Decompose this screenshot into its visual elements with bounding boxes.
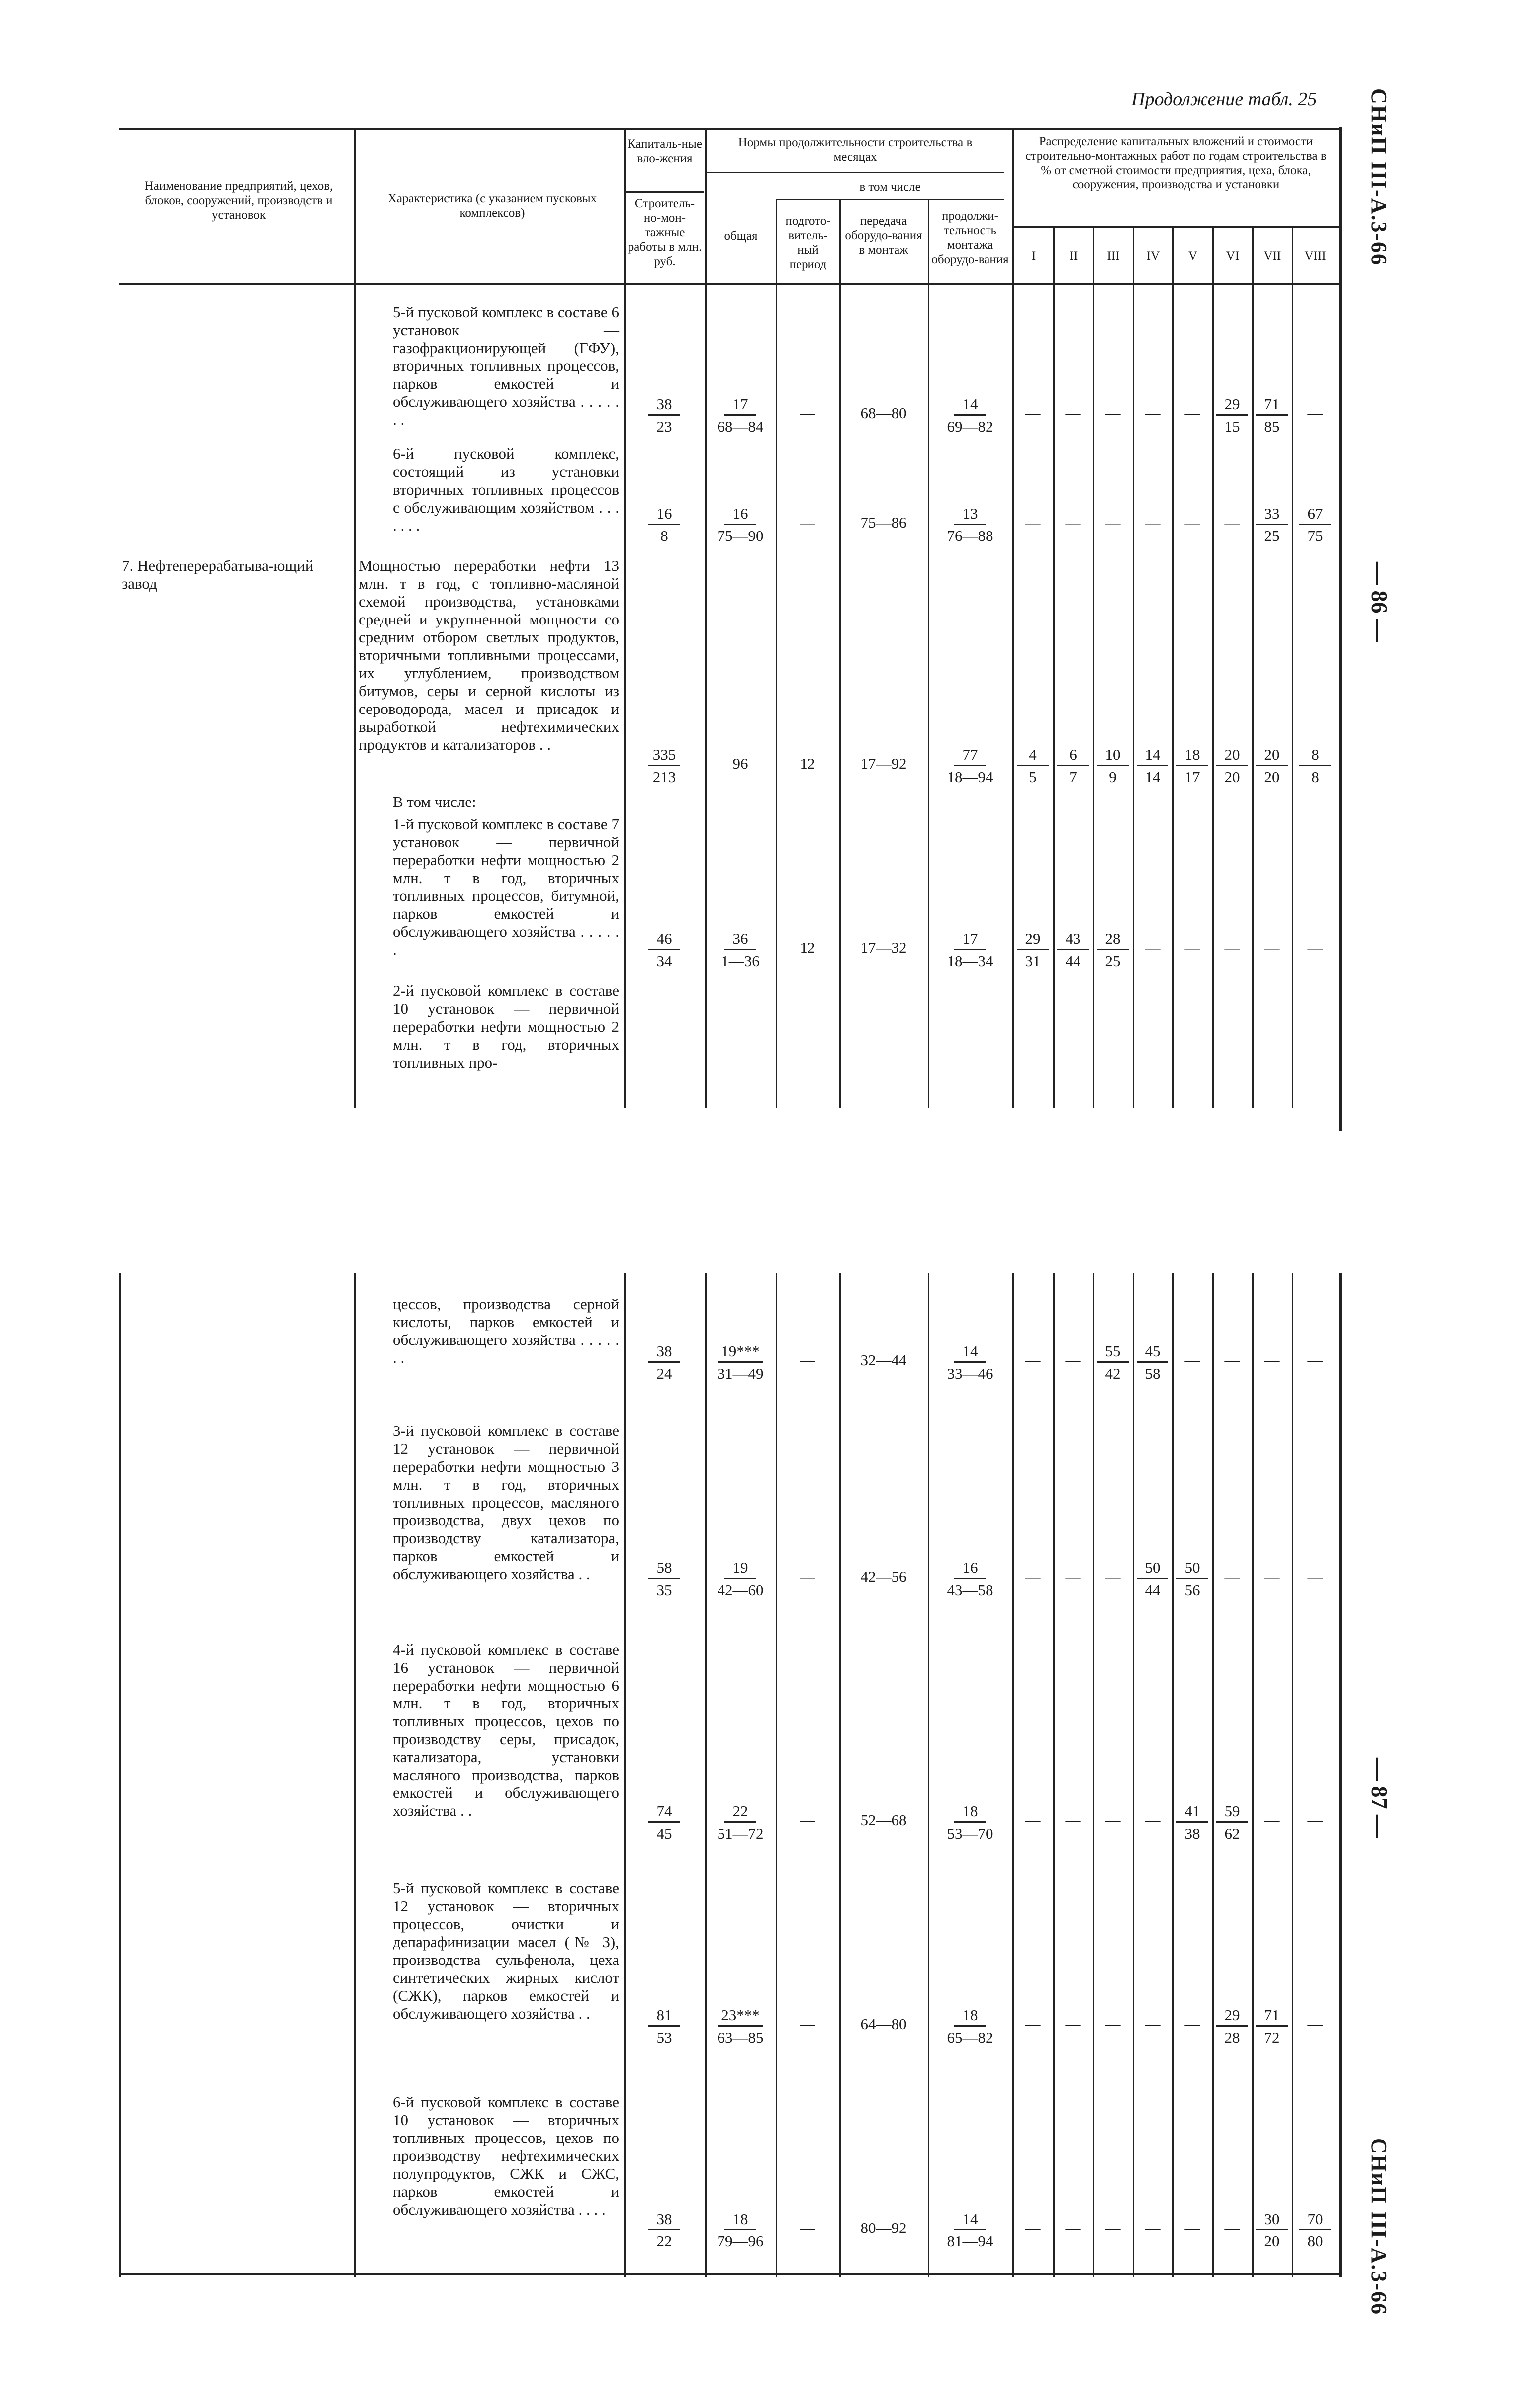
yr-rule-3 bbox=[1133, 226, 1134, 1108]
rows_top-2-year-5-numerator: 18 bbox=[1176, 746, 1208, 766]
year-col-III: III bbox=[1107, 249, 1120, 263]
rows_top-0-year-6-numerator: 29 bbox=[1216, 395, 1248, 416]
rows_top-2-year-8-numerator: 8 bbox=[1299, 746, 1331, 766]
rows_top-2-install-denominator: 18—94 bbox=[947, 768, 993, 786]
rows_top-0-capital bbox=[639, 395, 689, 436]
rows_bottom-1-total-numerator: 19 bbox=[724, 1559, 756, 1579]
bottom-yr-rule-4 bbox=[1172, 1273, 1174, 2277]
row-top-3-text: 1-й пусковой комплекс в составе 7 установок — первичной переработки нефти мощностью 2 млн. т в год, вторичных топливных процессов, битумной, парков емкостей и обслуживающего хозяйства . . . . . . bbox=[393, 815, 619, 958]
rows_bottom-4-year-1: — bbox=[1025, 2219, 1041, 2236]
yr-rule-1 bbox=[1053, 226, 1055, 1108]
header-transfer: передача оборудо-вания в монтаж bbox=[845, 214, 922, 257]
rows_bottom-4-prep: — bbox=[800, 2219, 815, 2236]
year-col-II: II bbox=[1069, 249, 1078, 263]
bottom-table-rule bbox=[119, 2273, 1339, 2275]
rows_top-0-year-1: — bbox=[1025, 404, 1041, 422]
rows_top-0-year-3: — bbox=[1105, 404, 1121, 422]
rows_bottom-4-total bbox=[716, 2210, 765, 2250]
col-rule-3 bbox=[705, 128, 707, 1108]
rows_bottom-3-year-8: — bbox=[1307, 2015, 1323, 2033]
rows_top-3-total bbox=[716, 930, 765, 970]
rows_top-2-install-numerator: 77 bbox=[954, 746, 986, 766]
rows_bottom-0-transfer: 32—44 bbox=[860, 1351, 907, 1369]
rows_top-3-install bbox=[945, 930, 995, 970]
side-code-top: СНиП III-A.3-66 bbox=[1367, 89, 1391, 266]
rows_bottom-0-total-denominator: 31—49 bbox=[717, 1365, 764, 1382]
rows_bottom-4-year-2: — bbox=[1065, 2219, 1081, 2236]
rows_bottom-2-install-denominator: 53—70 bbox=[947, 1825, 993, 1842]
rows_top-0-year-4: — bbox=[1145, 404, 1161, 422]
rows_bottom-2-year-7: — bbox=[1264, 1811, 1280, 1829]
rows_bottom-2-total-denominator: 51—72 bbox=[717, 1825, 764, 1842]
rows_top-3-capital-denominator: 34 bbox=[656, 952, 672, 970]
rows_bottom-3-year-6-denominator: 28 bbox=[1224, 2029, 1240, 2046]
rows_top-0-year-5: — bbox=[1184, 404, 1200, 422]
rows_bottom-1-install bbox=[945, 1559, 995, 1599]
continuation-title: Продолжение табл. 25 bbox=[1131, 89, 1317, 110]
rows_top-0-total-numerator: 17 bbox=[724, 395, 756, 416]
rows_bottom-1-year-8: — bbox=[1307, 1568, 1323, 1585]
row-bottom-0-text: цессов, производства серной кислоты, парков емкостей и обслуживающего хозяйства . . . . . . . bbox=[393, 1295, 619, 1366]
bottom-yr-rule-6 bbox=[1252, 1273, 1254, 2277]
yr-rule-5 bbox=[1212, 226, 1214, 1108]
rows_bottom-4-year-6: — bbox=[1224, 2219, 1240, 2236]
rows_bottom-4-total-denominator: 79—96 bbox=[717, 2232, 764, 2250]
table-top-rule bbox=[119, 128, 1339, 130]
rows_top-1-total bbox=[716, 505, 765, 545]
header-install: продолжи-тельность монтажа оборудо-вания bbox=[931, 209, 1009, 266]
row-bottom-2-text: 4-й пусковой комплекс в составе 16 установок — первичной переработки нефти мощностью 6 млн. т в год, вторичных топливных процессов, цехов по производству серы, присадок, катализатора, установки масляного производства, парков емкостей и обслуживающего хозяйства . . bbox=[393, 1641, 619, 1819]
rows_top-0-prep: — bbox=[800, 404, 815, 422]
rows_bottom-3-year-5: — bbox=[1184, 2015, 1200, 2033]
bottom-col-rule-1 bbox=[354, 1273, 356, 2277]
rows_top-0-year-8: — bbox=[1307, 404, 1323, 422]
rows_top-3-year-7: — bbox=[1264, 939, 1280, 956]
rows_bottom-2-prep: — bbox=[800, 1811, 815, 1829]
rows_bottom-0-install-numerator: 14 bbox=[954, 1342, 986, 1363]
capital-subrule bbox=[624, 191, 704, 193]
rows_top-1-total-denominator: 75—90 bbox=[717, 527, 764, 544]
row-top-2-text: Мощностью переработки нефти 13 млн. т в год, с топливно-масляной схемой производства, установками средней и укрупненной мощности со средним отбором светлых продуктов, вторичными топливными процессами, их углублением, производством битумов, серы и серной кислоты из сероводорода, масел и присадок и выработкой нефтехимических продуктов и катализаторов . . bbox=[359, 557, 619, 753]
rows_top-0-year-6-denominator: 15 bbox=[1224, 418, 1240, 435]
rows_bottom-2-year-4: — bbox=[1145, 1811, 1161, 1829]
rows_top-0-total-denominator: 68—84 bbox=[717, 418, 764, 435]
rows_bottom-0-year-3-denominator: 42 bbox=[1105, 1365, 1121, 1382]
header-capital: Капиталь-ные вло-жения bbox=[628, 137, 702, 165]
side-code-bottom: СНиП III-A.3-66 bbox=[1367, 2138, 1391, 2316]
bottom-col-rule-5 bbox=[839, 1273, 841, 2277]
rows_bottom-1-transfer: 42—56 bbox=[860, 1568, 907, 1585]
rows_top-3-year-2-denominator: 44 bbox=[1065, 952, 1081, 970]
rows_bottom-4-year-7 bbox=[1247, 2210, 1297, 2250]
rows_top-0-install bbox=[945, 395, 995, 436]
row-bottom-1-text: 3-й пусковой комплекс в составе 12 установок — первичной переработки нефти мощностью 3 млн. т в год, вторичных топливных процессов, масляного производства, двух цехов по производству катализатора, парков емкостей и обслуживающего хозяйства . . bbox=[393, 1422, 619, 1583]
header-including: в том числе bbox=[859, 180, 921, 194]
col-rule-5 bbox=[839, 199, 841, 1108]
rows_top-1-year-8 bbox=[1290, 505, 1340, 545]
rows_bottom-4-year-5: — bbox=[1184, 2219, 1200, 2236]
rows_bottom-3-total bbox=[716, 2006, 765, 2047]
rows_bottom-2-year-2: — bbox=[1065, 1811, 1081, 1829]
rows_bottom-4-year-8 bbox=[1290, 2210, 1340, 2250]
rows_bottom-1-prep: — bbox=[800, 1568, 815, 1585]
rows_bottom-4-year-8-numerator: 70 bbox=[1299, 2210, 1331, 2230]
rows_top-0-capital-denominator: 23 bbox=[656, 418, 672, 435]
rows_bottom-0-year-5: — bbox=[1184, 1351, 1200, 1369]
rows_bottom-4-install-denominator: 81—94 bbox=[947, 2232, 993, 2250]
rows_top-0-install-denominator: 69—82 bbox=[947, 418, 993, 435]
rows_top-2-year-6-denominator: 20 bbox=[1224, 768, 1240, 786]
rows_top-1-year-6: — bbox=[1224, 514, 1240, 531]
rows_top-2-transfer: 17—92 bbox=[860, 755, 907, 772]
rows_bottom-4-year-4: — bbox=[1145, 2219, 1161, 2236]
rows_bottom-1-install-denominator: 43—58 bbox=[947, 1581, 993, 1599]
bottom-yr-rule-7 bbox=[1292, 1273, 1293, 2277]
rows_bottom-4-year-8-denominator: 80 bbox=[1307, 2232, 1323, 2250]
rows_bottom-2-year-5-numerator: 41 bbox=[1176, 1802, 1208, 1823]
rows_bottom-0-year-7: — bbox=[1264, 1351, 1280, 1369]
bottom-col-rule-2 bbox=[624, 1273, 626, 2277]
rows_top-2-capital bbox=[639, 746, 689, 786]
rows_bottom-3-year-7-numerator: 71 bbox=[1256, 2006, 1288, 2027]
rows_bottom-0-year-1: — bbox=[1025, 1351, 1041, 1369]
bottom-yr-rule-3 bbox=[1133, 1273, 1134, 2277]
rows_bottom-0-year-4-denominator: 58 bbox=[1145, 1365, 1161, 1382]
rows_top-0-install-numerator: 14 bbox=[954, 395, 986, 416]
col-rule-6 bbox=[928, 199, 929, 1108]
rows_bottom-2-total bbox=[716, 1802, 765, 1843]
rows_top-2-year-1-numerator: 4 bbox=[1017, 746, 1049, 766]
header-prep: подгото-витель-ный период bbox=[785, 214, 831, 271]
rows_top-2-year-8 bbox=[1290, 746, 1340, 786]
year-col-VI: VI bbox=[1226, 249, 1240, 263]
rows_bottom-3-install-numerator: 18 bbox=[954, 2006, 986, 2027]
rows_top-3-year-3-denominator: 25 bbox=[1105, 952, 1121, 970]
rows_bottom-3-total-denominator: 63—85 bbox=[717, 2029, 764, 2046]
year-col-V: V bbox=[1188, 249, 1198, 263]
norms-subrule bbox=[706, 172, 1004, 173]
rows_top-3-install-denominator: 18—34 bbox=[947, 952, 993, 970]
rows_top-2-prep: 12 bbox=[800, 755, 815, 772]
rows_bottom-1-total-denominator: 42—60 bbox=[717, 1581, 764, 1599]
rows_bottom-3-year-3: — bbox=[1105, 2015, 1121, 2033]
row-top-0-text: 5-й пусковой комплекс в составе 6 установок — газофракционирующей (ГФУ), вторичных топливных процессов, парков емкостей и обслуживающего хозяйства . . . . . . . bbox=[393, 303, 619, 428]
in-that-number: В том числе: bbox=[393, 793, 476, 810]
rows_bottom-1-year-5-numerator: 50 bbox=[1176, 1559, 1208, 1579]
rows_top-2-year-3-denominator: 9 bbox=[1109, 768, 1117, 786]
yr-rule-7 bbox=[1292, 226, 1293, 1108]
rows_bottom-1-capital-numerator: 58 bbox=[648, 1559, 680, 1579]
rows_bottom-2-install-numerator: 18 bbox=[954, 1802, 986, 1823]
rows_bottom-3-capital-denominator: 53 bbox=[656, 2029, 672, 2046]
rows_bottom-2-capital bbox=[639, 1802, 689, 1843]
rows_top-3-transfer: 17—32 bbox=[860, 939, 907, 956]
rows_top-1-year-1: — bbox=[1025, 514, 1041, 531]
rows_bottom-4-capital-numerator: 38 bbox=[648, 2210, 680, 2230]
rows_bottom-1-capital-denominator: 35 bbox=[656, 1581, 672, 1599]
rows_bottom-4-capital bbox=[639, 2210, 689, 2250]
rows_top-1-year-3: — bbox=[1105, 514, 1121, 531]
rows_bottom-3-year-1: — bbox=[1025, 2015, 1041, 2033]
rows_top-2-year-3-numerator: 10 bbox=[1097, 746, 1129, 766]
rows_bottom-1-capital bbox=[639, 1559, 689, 1599]
yr-rule-2 bbox=[1093, 226, 1094, 1108]
rows_top-2-year-7-numerator: 20 bbox=[1256, 746, 1288, 766]
year-col-VII: VII bbox=[1263, 249, 1281, 263]
rows_bottom-0-year-8: — bbox=[1307, 1351, 1323, 1369]
rows_bottom-0-prep: — bbox=[800, 1351, 815, 1369]
rows_top-3-total-numerator: 36 bbox=[724, 930, 756, 950]
page-number-bottom: — 87 — bbox=[1367, 1758, 1392, 1838]
bottom-yr-rule-2 bbox=[1093, 1273, 1094, 2277]
rows_bottom-4-install bbox=[945, 2210, 995, 2250]
rows_bottom-0-total bbox=[716, 1342, 765, 1383]
rows_bottom-1-year-5-denominator: 56 bbox=[1184, 1581, 1200, 1599]
rows_bottom-3-total-numerator: 23*** bbox=[718, 2006, 763, 2027]
rows_bottom-4-capital-denominator: 22 bbox=[656, 2232, 672, 2250]
rows_top-1-capital-denominator: 8 bbox=[660, 527, 668, 544]
rows_bottom-2-year-5-denominator: 38 bbox=[1184, 1825, 1200, 1842]
rows_top-3-prep: 12 bbox=[800, 939, 815, 956]
rows_top-2-install bbox=[945, 746, 995, 786]
header-construction: Строитель-но-мон-тажные работы в млн. руб. bbox=[628, 197, 702, 268]
rows_top-3-install-numerator: 17 bbox=[954, 930, 986, 950]
rows_top-1-install-denominator: 76—88 bbox=[947, 527, 993, 544]
rows_bottom-2-year-8: — bbox=[1307, 1811, 1323, 1829]
header-total: общая bbox=[724, 229, 758, 243]
rows_top-1-year-8-numerator: 67 bbox=[1299, 505, 1331, 525]
rows_top-0-year-7-denominator: 85 bbox=[1264, 418, 1280, 435]
header-norms: Нормы продолжительности строительства в месяцах bbox=[738, 136, 973, 164]
rows_top-1-year-2: — bbox=[1065, 514, 1081, 531]
year-col-VIII: VIII bbox=[1304, 249, 1326, 263]
rows_top-2-year-4-denominator: 14 bbox=[1145, 768, 1161, 786]
header-characteristic: Характеристика (с указанием пусковых комплексов) bbox=[387, 192, 597, 220]
rows_bottom-1-year-4-numerator: 50 bbox=[1137, 1559, 1168, 1579]
rows_bottom-0-year-6: — bbox=[1224, 1351, 1240, 1369]
rows_top-1-install-numerator: 13 bbox=[954, 505, 986, 525]
rows_top-2-capital-numerator: 335 bbox=[648, 746, 680, 766]
rows_top-3-year-1-numerator: 29 bbox=[1017, 930, 1049, 950]
rows_top-0-year-7-numerator: 71 bbox=[1256, 395, 1288, 416]
rows_top-2-year-1-denominator: 5 bbox=[1029, 768, 1037, 786]
rows_bottom-1-year-1: — bbox=[1025, 1568, 1041, 1585]
bottom-col-rule-4 bbox=[776, 1273, 777, 2277]
col-rule-1 bbox=[354, 128, 356, 1108]
rows_bottom-1-year-4-denominator: 44 bbox=[1145, 1581, 1161, 1599]
rows_bottom-2-install bbox=[945, 1802, 995, 1843]
rows_top-1-total-numerator: 16 bbox=[724, 505, 756, 525]
year-col-IV: IV bbox=[1146, 249, 1160, 263]
rows_top-2-year-6-numerator: 20 bbox=[1216, 746, 1248, 766]
rows_bottom-1-year-6: — bbox=[1224, 1568, 1240, 1585]
rows_top-2-year-7 bbox=[1247, 746, 1297, 786]
col-rule-4 bbox=[776, 199, 777, 1108]
rows_bottom-0-capital-denominator: 24 bbox=[656, 1365, 672, 1382]
rows_top-0-total bbox=[716, 395, 765, 436]
rows_top-1-capital-numerator: 16 bbox=[648, 505, 680, 525]
rows_bottom-0-install bbox=[945, 1342, 995, 1383]
rows_top-2-total: 96 bbox=[732, 755, 748, 772]
rows_top-1-prep: — bbox=[800, 514, 815, 531]
rows_bottom-2-capital-denominator: 45 bbox=[656, 1825, 672, 1842]
year-col-I: I bbox=[1031, 249, 1036, 263]
rows_top-1-year-7-denominator: 25 bbox=[1264, 527, 1280, 544]
rows_bottom-3-year-4: — bbox=[1145, 2015, 1161, 2033]
rows_top-1-year-4: — bbox=[1145, 514, 1161, 531]
rows_bottom-3-year-6-numerator: 29 bbox=[1216, 2006, 1248, 2027]
rows_bottom-4-install-numerator: 14 bbox=[954, 2210, 986, 2230]
rows_top-2-year-5-denominator: 17 bbox=[1184, 768, 1200, 786]
rows_bottom-2-year-1: — bbox=[1025, 1811, 1041, 1829]
rows_bottom-3-transfer: 64—80 bbox=[860, 2015, 907, 2033]
rows_top-3-year-4: — bbox=[1145, 939, 1161, 956]
right-border-rule bbox=[1339, 127, 1342, 1131]
rows_bottom-2-year-3: — bbox=[1105, 1811, 1121, 1829]
rows_bottom-1-year-3: — bbox=[1105, 1568, 1121, 1585]
rows_bottom-4-transfer: 80—92 bbox=[860, 2219, 907, 2236]
rows_top-0-year-2: — bbox=[1065, 404, 1081, 422]
bottom-yr-rule-5 bbox=[1212, 1273, 1214, 2277]
rows_bottom-2-transfer: 52—68 bbox=[860, 1811, 907, 1829]
rows_top-0-capital-numerator: 38 bbox=[648, 395, 680, 416]
bottom-col-rule-3 bbox=[705, 1273, 707, 2277]
rows_bottom-0-year-4-numerator: 45 bbox=[1137, 1342, 1168, 1363]
bottom-yr-rule-1 bbox=[1053, 1273, 1055, 2277]
rows_bottom-4-total-numerator: 18 bbox=[724, 2210, 756, 2230]
rows_bottom-1-year-2: — bbox=[1065, 1568, 1081, 1585]
rows_bottom-0-total-numerator: 19*** bbox=[718, 1342, 763, 1363]
rows_bottom-2-capital-numerator: 74 bbox=[648, 1802, 680, 1823]
header-name: Наименование предприятий, цехов, блоков, сооружений, производств и установок bbox=[144, 179, 333, 222]
rows_bottom-3-install bbox=[945, 2006, 995, 2047]
rows_top-3-year-8: — bbox=[1307, 939, 1323, 956]
rows_top-2-year-8-denominator: 8 bbox=[1311, 768, 1319, 786]
row-top-1-text: 6-й пусковой комплекс, состоящий из установки вторичных топливных процессов с обслуживающим хозяйством . . . . . . . bbox=[393, 445, 619, 534]
bottom-col-rule-6 bbox=[928, 1273, 929, 2277]
rows_top-2-year-2-denominator: 7 bbox=[1069, 768, 1077, 786]
rows_bottom-0-install-denominator: 33—46 bbox=[947, 1365, 993, 1382]
rows_bottom-3-install-denominator: 65—82 bbox=[947, 2029, 993, 2046]
rows_top-2-year-2-numerator: 6 bbox=[1057, 746, 1089, 766]
rows_top-1-capital bbox=[639, 505, 689, 545]
rows_bottom-3-year-2: — bbox=[1065, 2015, 1081, 2033]
rows_bottom-2-year-6-denominator: 62 bbox=[1224, 1825, 1240, 1842]
col-rule-2 bbox=[624, 128, 626, 1108]
rows_bottom-3-capital bbox=[639, 2006, 689, 2047]
rows_bottom-3-year-7-denominator: 72 bbox=[1264, 2029, 1280, 2046]
including-subrule bbox=[776, 199, 1004, 200]
rows_top-1-year-7 bbox=[1247, 505, 1297, 545]
right-border-rule-bottom bbox=[1339, 1273, 1342, 2277]
rows_top-1-year-5: — bbox=[1184, 514, 1200, 531]
yr-rule-6 bbox=[1252, 226, 1254, 1108]
bottom-left-rule bbox=[119, 1273, 121, 2277]
yr-rule-4 bbox=[1172, 226, 1174, 1108]
rows_bottom-0-capital-numerator: 38 bbox=[648, 1342, 680, 1363]
rows_bottom-3-prep: — bbox=[800, 2015, 815, 2033]
rows_bottom-4-year-7-denominator: 20 bbox=[1264, 2232, 1280, 2250]
rows_top-3-capital bbox=[639, 930, 689, 970]
header-bottom-rule bbox=[119, 283, 1339, 285]
rows_bottom-2-total-numerator: 22 bbox=[724, 1802, 756, 1823]
rows_top-1-year-8-denominator: 75 bbox=[1307, 527, 1323, 544]
page-number-top: — 86 — bbox=[1367, 562, 1392, 642]
rows_top-3-year-6: — bbox=[1224, 939, 1240, 956]
rows_top-2-capital-denominator: 213 bbox=[652, 768, 676, 786]
rows_bottom-0-capital bbox=[639, 1342, 689, 1383]
rows_top-3-year-3-numerator: 28 bbox=[1097, 930, 1129, 950]
rows_bottom-1-install-numerator: 16 bbox=[954, 1559, 986, 1579]
rows_top-3-total-denominator: 1—36 bbox=[721, 952, 760, 970]
rows_bottom-4-year-7-numerator: 30 bbox=[1256, 2210, 1288, 2230]
rows_bottom-4-year-3: — bbox=[1105, 2219, 1121, 2236]
plant-name: 7. Нефтеперерабатыва-ющий завод bbox=[122, 557, 314, 592]
rows_top-3-year-1-denominator: 31 bbox=[1025, 952, 1041, 970]
rows_top-1-install bbox=[945, 505, 995, 545]
rows_bottom-2-year-6-numerator: 59 bbox=[1216, 1802, 1248, 1823]
rows_top-2-year-7-denominator: 20 bbox=[1264, 768, 1280, 786]
row-bottom-4-text: 6-й пусковой комплекс в составе 10 установок — вторичных топливных процессов, цехов по производству нефтехимических полупродуктов, СЖК и СЖС, парков емкостей и обслуживающего хозяйства . . . . bbox=[393, 2093, 619, 2218]
rows_top-3-year-5: — bbox=[1184, 939, 1200, 956]
rows_bottom-1-total bbox=[716, 1559, 765, 1599]
rows_top-0-transfer: 68—80 bbox=[860, 404, 907, 422]
rows_bottom-1-year-7: — bbox=[1264, 1568, 1280, 1585]
rows_top-1-year-7-numerator: 33 bbox=[1256, 505, 1288, 525]
rows_top-1-transfer: 75—86 bbox=[860, 514, 907, 531]
rows_bottom-0-year-2: — bbox=[1065, 1351, 1081, 1369]
rows_top-3-year-2-numerator: 43 bbox=[1057, 930, 1089, 950]
distribution-subrule bbox=[1013, 226, 1339, 228]
rows_bottom-0-year-3-numerator: 55 bbox=[1097, 1342, 1129, 1363]
header-distribution: Распределение капитальных вложений и стоимости строительно-монтажных работ по годам строительства в % от сметной стоимости предприятия, цеха, блока, сооружения, производства и установки bbox=[1025, 135, 1327, 191]
rows_top-2-year-4-numerator: 14 bbox=[1137, 746, 1168, 766]
row-bottom-3-text: 5-й пусковой комплекс в составе 12 установок — вторичных процессов, очистки и депарафинизации масел (№ 3), производства сульфенола, цеха синтетических жирных кислот (СЖК), парков емкостей и обслуживающего хозяйства . . bbox=[393, 1879, 619, 2022]
bottom-col-rule-7 bbox=[1012, 1273, 1014, 2277]
rows_top-3-capital-numerator: 46 bbox=[648, 930, 680, 950]
row-2-start-text: 2-й пусковой комплекс в составе 10 установок — первичной переработки нефти мощностью 2 млн. т в год, вторичных топливных про- bbox=[393, 982, 619, 1071]
rows_bottom-3-capital-numerator: 81 bbox=[648, 2006, 680, 2027]
